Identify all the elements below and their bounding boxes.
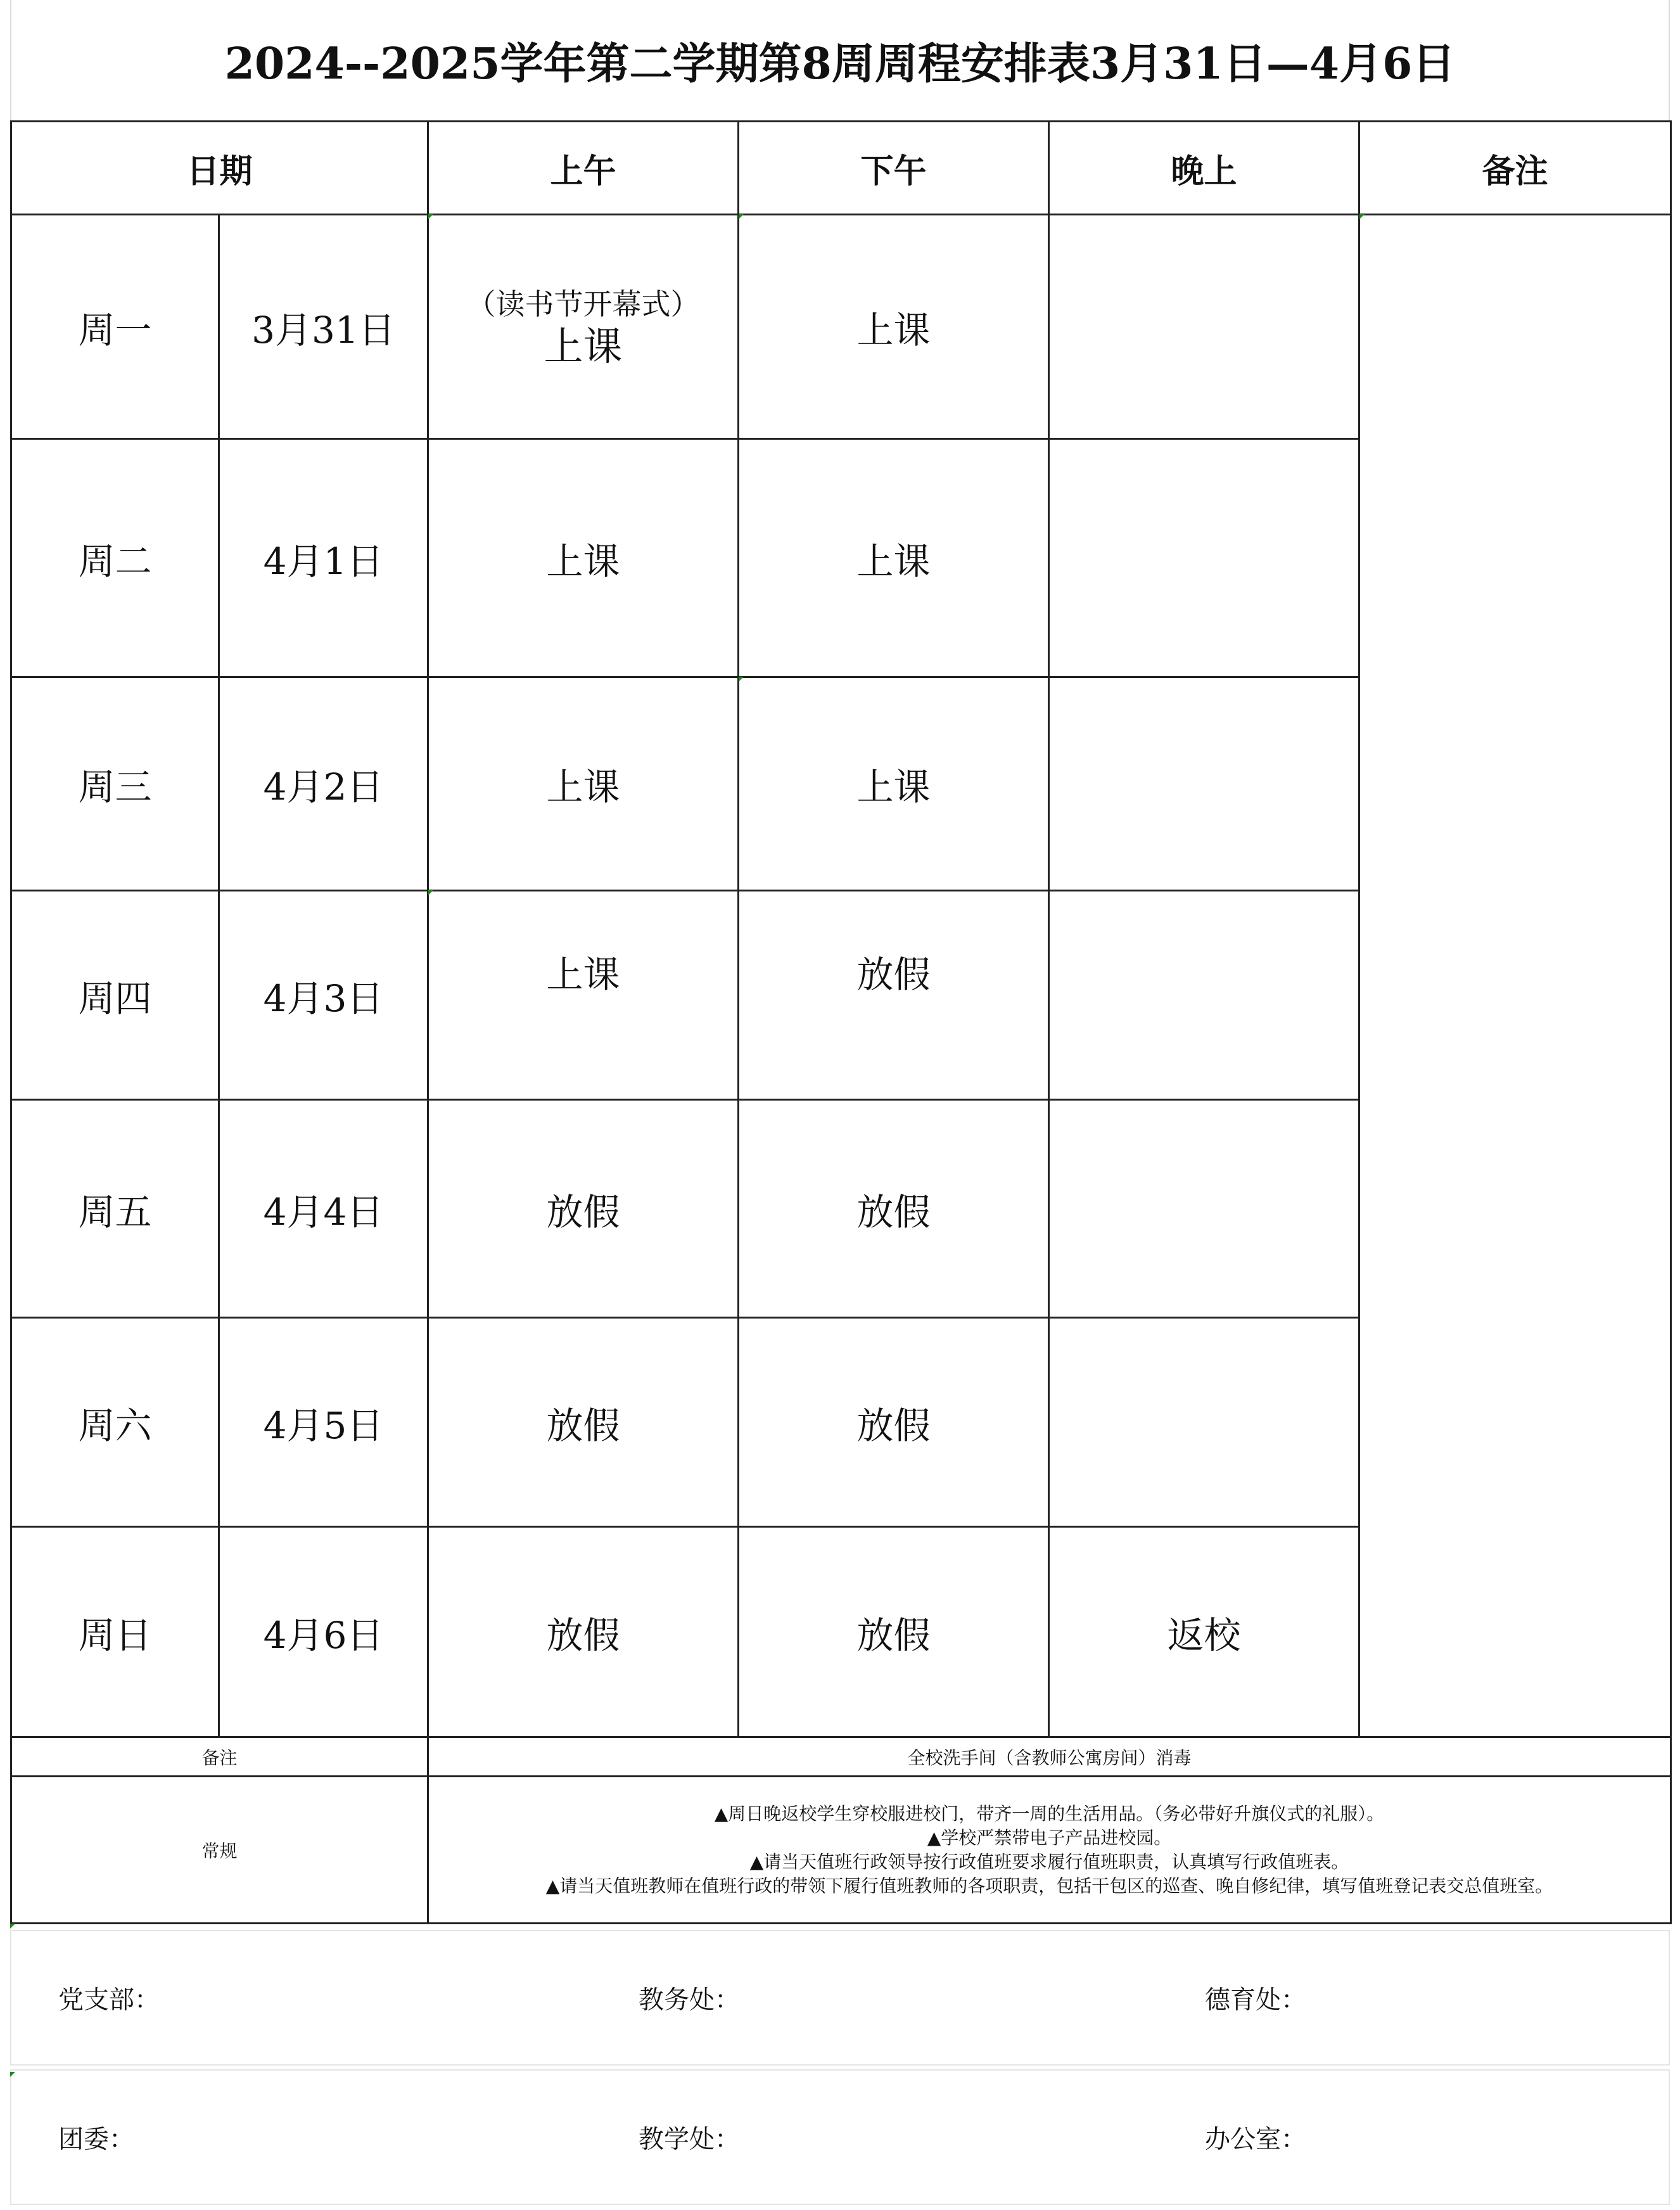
evening-cell — [1049, 891, 1359, 1100]
cell-marker — [739, 214, 744, 219]
cell-marker — [739, 677, 744, 682]
routine-label: 常规 — [11, 1777, 428, 1924]
routine-line: ▲请当天值班教师在值班行政的带领下履行值班教师的各项职责，包括干包区的巡查、晚自修纪律，填写值班登记表交总值班室。 — [545, 1875, 1553, 1896]
page-title: 2024--2025学年第二学期第8周周程安排表3月31日—4月6日 — [10, 0, 1670, 120]
moral-education-label: 德育处： — [1205, 1985, 1306, 2015]
notes-label: 备注 — [11, 1737, 428, 1777]
party-branch-label: 党支部： — [58, 1985, 160, 2015]
routine-line: ▲学校严禁带电子产品进校园。 — [927, 1827, 1172, 1848]
day-name: 周六 — [11, 1318, 219, 1527]
morning-cell: 放假 — [428, 1100, 739, 1318]
notes-content: 全校洗手间（含教师公寓房间）消毒 — [428, 1737, 1671, 1777]
morning-activity: 上课 — [544, 323, 623, 369]
evening-cell: 返校 — [1049, 1527, 1359, 1737]
academic-affairs-label: 教务处： — [639, 1985, 740, 2015]
header-row — [11, 122, 1671, 215]
day-name: 周三 — [11, 677, 219, 891]
day-name: 周四 — [11, 891, 219, 1100]
day-name: 周五 — [11, 1100, 219, 1318]
cell-marker — [428, 890, 433, 895]
afternoon-cell: 放假 — [739, 891, 1049, 1100]
morning-event-note: （读书节开幕式） — [466, 286, 700, 321]
signature-row-2 — [10, 2069, 1670, 2205]
cell-marker — [10, 2072, 15, 2077]
evening-cell — [1049, 215, 1359, 439]
day-date: 3月31日 — [219, 215, 428, 439]
header-evening: 晚上 — [1049, 122, 1359, 215]
morning-cell: 上课 — [428, 677, 739, 891]
afternoon-cell: 上课 — [739, 215, 1049, 439]
day-date: 4月2日 — [219, 677, 428, 891]
day-name: 周二 — [11, 439, 219, 677]
day-date: 4月5日 — [219, 1318, 428, 1527]
header-morning: 上午 — [428, 122, 739, 215]
day-date: 4月4日 — [219, 1100, 428, 1318]
cell-marker — [1359, 214, 1365, 219]
header-remarks: 备注 — [1359, 122, 1671, 215]
signature-row-1 — [10, 1930, 1670, 2066]
header-afternoon: 下午 — [739, 122, 1049, 215]
morning-cell: 上课 — [428, 891, 739, 1100]
notes-row — [11, 1737, 1671, 1777]
youth-league-label: 团委： — [58, 2124, 134, 2154]
remarks-cell — [1359, 215, 1671, 1737]
evening-cell — [1049, 1318, 1359, 1527]
routine-content — [428, 1777, 1671, 1924]
afternoon-cell: 放假 — [739, 1100, 1049, 1318]
day-date: 4月3日 — [219, 891, 428, 1100]
general-office-label: 办公室： — [1205, 2124, 1306, 2154]
morning-cell: 放假 — [428, 1527, 739, 1737]
cell-marker — [10, 1924, 15, 1929]
afternoon-cell: 放假 — [739, 1318, 1049, 1527]
routine-line: ▲周日晚返校学生穿校服进校门，带齐一周的生活用品。（务必带好升旗仪式的礼服）。 — [714, 1803, 1385, 1824]
cell-marker — [428, 214, 433, 219]
evening-cell — [1049, 677, 1359, 891]
day-date: 4月1日 — [219, 439, 428, 677]
evening-cell — [1049, 439, 1359, 677]
routine-line: ▲请当天值班行政领导按行政值班要求履行值班职责，认真填写行政值班表。 — [749, 1851, 1349, 1872]
morning-cell: 上课 — [428, 439, 739, 677]
day-name: 周一 — [11, 215, 219, 439]
morning-cell: 放假 — [428, 1318, 739, 1527]
day-name: 周日 — [11, 1527, 219, 1737]
evening-cell — [1049, 1100, 1359, 1318]
teaching-office-label: 教学处： — [639, 2124, 740, 2154]
afternoon-cell: 放假 — [739, 1527, 1049, 1737]
routine-row — [11, 1777, 1671, 1924]
day-date: 4月6日 — [219, 1527, 428, 1737]
day-row-mon — [11, 215, 1671, 439]
afternoon-cell: 上课 — [739, 439, 1049, 677]
morning-cell — [428, 215, 739, 439]
afternoon-cell: 上课 — [739, 677, 1049, 891]
schedule-table — [10, 120, 1672, 1924]
header-date: 日期 — [11, 122, 428, 215]
